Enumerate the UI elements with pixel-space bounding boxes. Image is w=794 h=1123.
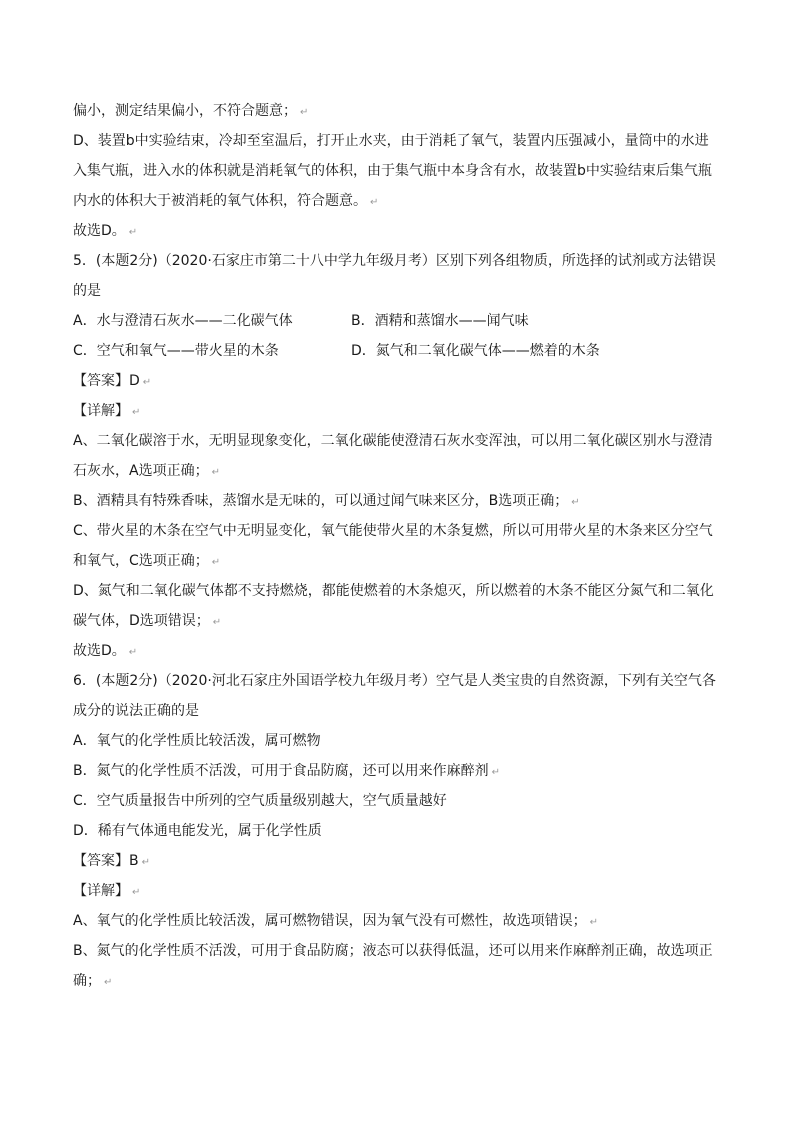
text-line: D、装置b中实验结束，冷却至室温后，打开止水夹，由于消耗了氧气，装置内压强减小，量筒中的水进 <box>73 133 709 149</box>
option-b: B．酒精和蒸馏水——闻气味 <box>351 313 529 329</box>
paragraph-mark: ↵ <box>300 107 309 118</box>
paragraph-mark: ↵ <box>128 227 138 238</box>
answer-line: 【答案】D ↵ <box>73 373 152 389</box>
answer-line: 【答案】B ↵ <box>73 853 150 869</box>
text-line: B、酒精具有特殊香味，蒸馏水是无味的，可以通过闻气味来区分，B选项正确； ↵ <box>73 493 580 509</box>
question-stem: 成分的说法正确的是 <box>73 703 199 719</box>
paragraph-mark: ↵ <box>142 377 152 388</box>
paragraph-mark: ↵ <box>571 497 580 508</box>
text-line: 故选D。 ↵ <box>73 643 138 659</box>
explanation-heading: 【详解】 ↵ <box>73 883 141 899</box>
text-line: 和氧气，C选项正确； ↵ <box>73 553 221 569</box>
option-row <box>73 336 723 366</box>
question-stem: 的是 <box>73 283 101 299</box>
text-line: 故选D。 ↵ <box>73 223 138 239</box>
paragraph-mark: ↵ <box>141 857 150 868</box>
text-line: D、氮气和二氧化碳气体都不支持燃烧，都能使燃着的木条熄灭，所以燃着的木条不能区分氮气和二氧化 <box>73 583 714 599</box>
question-stem: 5．(本题2分)（2020·石家庄市第二十八中学九年级月考）区别下列各组物质，所选择的试剂或方法错误 <box>73 253 716 269</box>
option-b: B．氮气的化学性质不活泼，可用于食品防腐，还可以用来作麻醉剂 ↵ <box>73 763 500 779</box>
paragraph-mark: ↵ <box>212 617 222 628</box>
paragraph-mark: ↵ <box>491 767 500 778</box>
text-line: 碳气体，D选项错误； ↵ <box>73 613 222 629</box>
text-line: 偏小，测定结果偏小，不符合题意； ↵ <box>73 103 309 119</box>
text-line: C、带火星的木条在空气中无明显变化，氧气能使带火星的木条复燃，所以可用带火星的木条来区分空气 <box>73 523 713 539</box>
option-c: C．空气和氧气——带火星的木条 <box>73 343 279 359</box>
document-page <box>73 96 723 996</box>
paragraph-mark: ↵ <box>589 917 598 928</box>
paragraph-mark: ↵ <box>132 887 141 898</box>
paragraph-mark: ↵ <box>211 557 221 568</box>
text-line: 入集气瓶，进入水的体积就是消耗氧气的体积，由于集气瓶中本身含有水，故装置b中实验结束后集气瓶 <box>73 163 712 179</box>
text-line: A、氧气的化学性质比较活泼，属可燃物错误，因为氧气没有可燃性，故选项错误； ↵ <box>73 913 598 929</box>
paragraph-mark: ↵ <box>211 467 220 478</box>
text-line: A、二氧化碳溶于水，无明显现象变化，二氧化碳能使澄清石灰水变浑浊，可以用二氧化碳区别水与澄清 <box>73 433 713 449</box>
question-stem: 6．(本题2分)（2020·河北石家庄外国语学校九年级月考）空气是人类宝贵的自然资源，下列有关空气各 <box>73 673 716 689</box>
option-d: D．氮气和二氧化碳气体——燃着的木条 <box>351 343 600 359</box>
text-line: 内水的体积大于被消耗的氧气体积，符合题意。 ↵ <box>73 193 379 209</box>
option-d: D．稀有气体通电能发光，属于化学性质 <box>73 823 322 839</box>
option-c: C．空气质量报告中所列的空气质量级别越大，空气质量越好 <box>73 793 447 809</box>
paragraph-mark: ↵ <box>104 977 113 988</box>
paragraph-mark: ↵ <box>370 197 379 208</box>
text-line: 确； ↵ <box>73 973 113 989</box>
option-a: A．氧气的化学性质比较活泼，属可燃物 <box>73 733 321 749</box>
text-line: 石灰水，A选项正确； ↵ <box>73 463 220 479</box>
option-a: A．水与澄清石灰水——二化碳气体 <box>73 313 293 329</box>
option-row <box>73 306 723 336</box>
paragraph-mark: ↵ <box>132 407 141 418</box>
paragraph-mark: ↵ <box>128 647 138 658</box>
text-line: B、氮气的化学性质不活泼，可用于食品防腐；液态可以获得低温，还可以用来作麻醉剂正确，故选项正 <box>73 943 713 959</box>
explanation-heading: 【详解】 ↵ <box>73 403 141 419</box>
